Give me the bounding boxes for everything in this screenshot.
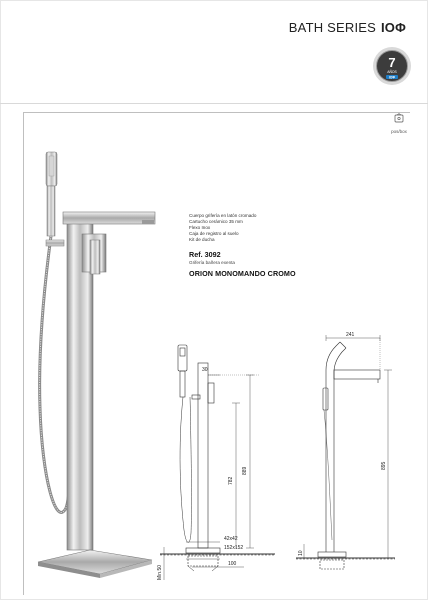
product-ref: Ref. 3092 — [189, 250, 221, 259]
feature-item: Caja de registro al suelo — [189, 231, 239, 236]
spec-block — [189, 213, 329, 278]
feature-item: Cuerpo grifería en latón cromado — [189, 213, 257, 218]
feature-item: Kit de ducha — [189, 237, 215, 242]
header-divider — [0, 103, 428, 104]
dim-depth: 100 — [228, 561, 237, 567]
series-logo: IOΦ — [381, 20, 406, 35]
product-type: Grifería bañera exenta — [189, 260, 235, 265]
front-view-drawing — [150, 335, 280, 580]
brand-header — [289, 20, 406, 35]
dim-side-height: 895 — [381, 461, 387, 470]
dim-spout: 30 — [202, 367, 208, 373]
box-icon — [394, 113, 404, 123]
series-label: BATH SERIES — [288, 20, 376, 35]
dim-base: 42x42 — [224, 536, 238, 542]
product-model: ORION MONOMANDO CROMO — [189, 269, 296, 278]
dim-offset: 10 — [298, 550, 304, 556]
warranty-brand: IOΦ — [389, 75, 395, 80]
dim-min: Min.50 — [157, 564, 163, 580]
feature-item: Cartucho cerámico 35 mm — [189, 219, 243, 224]
feature-list — [189, 213, 329, 243]
position-label: pos/box — [391, 129, 407, 134]
dim-height-body: 782 — [228, 476, 234, 485]
dim-plate: 152x152 — [224, 545, 244, 551]
side-view-drawing — [290, 330, 400, 580]
warranty-years: 7 — [388, 55, 396, 70]
feature-item: Flexo Inox — [189, 225, 211, 230]
warranty-badge-icon — [372, 46, 412, 86]
dim-reach: 241 — [346, 332, 355, 338]
warranty-unit: AÑOS — [387, 70, 397, 74]
position-badge — [386, 110, 412, 134]
dim-height-total: 889 — [242, 466, 248, 475]
